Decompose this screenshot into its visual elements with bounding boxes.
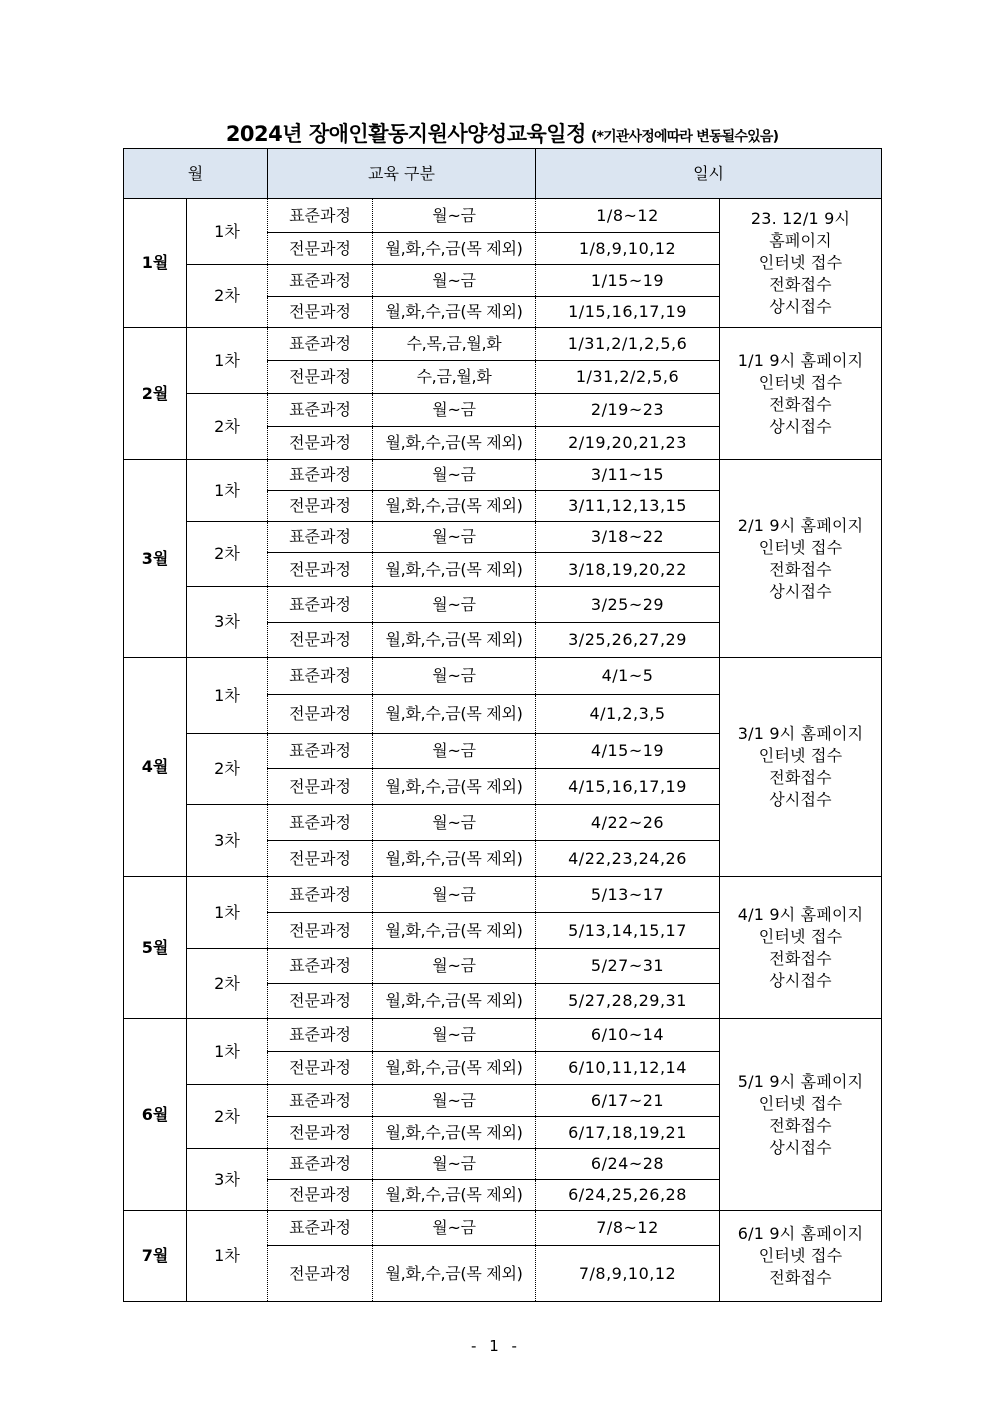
registration-line: 6/1 9시 홈페이지 [737,1224,864,1243]
date-cell: 6/17,18,19,21 [536,1117,720,1149]
registration-cell [720,460,882,658]
round-cell: 1차 [187,877,268,949]
days-cell: 월~금 [373,1211,536,1246]
days-cell: 월,화,수,금(목 제외) [373,1180,536,1211]
days-cell: 월,화,수,금(목 제외) [373,1117,536,1149]
table-row [124,460,882,491]
course-cell: 전문과정 [268,841,373,877]
course-cell: 전문과정 [268,233,373,265]
days-cell: 월~금 [373,1149,536,1180]
date-cell: 6/24~28 [536,1149,720,1180]
course-cell: 전문과정 [268,1180,373,1211]
course-cell: 표준과정 [268,394,373,427]
date-cell: 3/25,26,27,29 [536,623,720,658]
course-cell: 전문과정 [268,427,373,460]
days-cell: 월~금 [373,949,536,984]
days-cell: 월~금 [373,460,536,491]
header-row [124,149,882,199]
date-cell: 4/15,16,17,19 [536,769,720,805]
registration-line: 전화접수 [769,768,832,787]
days-cell: 월,화,수,금(목 제외) [373,297,536,328]
date-cell: 1/31,2/1,2,5,6 [536,328,720,361]
days-cell: 월~금 [373,877,536,913]
registration-line: 1/1 9시 홈페이지 [737,350,864,370]
registration-line: 상시접수 [769,581,832,601]
registration-cell [720,877,882,1019]
schedule-table [123,148,882,1302]
course-cell: 전문과정 [268,1246,373,1302]
registration-line: 2/1 9시 홈페이지 [737,515,864,535]
date-cell: 1/8,9,10,12 [536,233,720,265]
date-cell: 1/15,16,17,19 [536,297,720,328]
round-cell: 2차 [187,265,268,328]
date-cell: 5/13~17 [536,877,720,913]
month-cell: 6월 [124,1019,187,1211]
registration-line: 5/1 9시 홈페이지 [737,1071,864,1091]
header-category: 교육 구분 [268,149,536,199]
date-cell: 3/25~29 [536,587,720,623]
round-cell: 1차 [187,199,268,265]
round-cell: 2차 [187,522,268,587]
registration-line: 전화접수 [769,1115,832,1135]
days-cell: 월,화,수,금(목 제외) [373,769,536,805]
date-cell: 3/18~22 [536,522,720,553]
course-cell: 전문과정 [268,297,373,328]
date-cell: 3/11,12,13,15 [536,491,720,522]
days-cell: 월,화,수,금(목 제외) [373,623,536,658]
month-cell: 4월 [124,658,187,877]
course-cell: 표준과정 [268,265,373,297]
date-cell: 4/1~5 [536,658,720,695]
days-cell: 월,화,수,금(목 제외) [373,1246,536,1302]
registration-line: 인터넷 접수 [758,372,843,392]
header-schedule: 일시 [536,149,882,199]
month-cell: 2월 [124,328,187,460]
registration-line: 전화접수 [769,394,832,414]
registration-line: 상시접수 [769,790,832,809]
date-cell: 7/8~12 [536,1211,720,1246]
date-cell: 5/27,28,29,31 [536,984,720,1019]
date-cell: 4/15~19 [536,734,720,769]
course-cell: 전문과정 [268,1052,373,1085]
registration-line: 인터넷 접수 [758,537,843,557]
course-cell: 전문과정 [268,491,373,522]
date-cell: 1/31,2/2,5,6 [536,361,720,394]
registration-line: 인터넷 접수 [758,1246,843,1265]
course-cell: 전문과정 [268,1117,373,1149]
course-cell: 표준과정 [268,522,373,553]
days-cell: 월,화,수,금(목 제외) [373,1052,536,1085]
date-cell: 5/27~31 [536,949,720,984]
course-cell: 표준과정 [268,199,373,233]
course-cell: 표준과정 [268,587,373,623]
title-note: (*기관사정에따라 변동될수있음) [590,129,779,145]
registration-line: 3/1 9시 홈페이지 [737,724,864,743]
round-cell: 1차 [187,1019,268,1085]
days-cell: 월~금 [373,394,536,427]
registration-line: 홈페이지 [769,231,832,250]
registration-line: 4/1 9시 홈페이지 [737,904,864,924]
date-cell: 1/15~19 [536,265,720,297]
registration-line: 상시접수 [769,297,832,316]
table-row [124,877,882,913]
date-cell: 2/19,20,21,23 [536,427,720,460]
course-cell: 전문과정 [268,553,373,587]
table-row [124,328,882,361]
registration-line: 전화접수 [769,275,832,294]
month-cell: 3월 [124,460,187,658]
registration-line: 인터넷 접수 [758,1093,843,1113]
days-cell: 월~금 [373,522,536,553]
course-cell: 표준과정 [268,658,373,695]
registration-line: 상시접수 [769,416,832,436]
date-cell: 3/11~15 [536,460,720,491]
course-cell: 전문과정 [268,984,373,1019]
course-cell: 표준과정 [268,328,373,361]
document-title [123,118,881,148]
registration-line: 전화접수 [769,948,832,968]
date-cell: 6/10~14 [536,1019,720,1052]
date-cell: 4/22,23,24,26 [536,841,720,877]
days-cell: 월,화,수,금(목 제외) [373,841,536,877]
round-cell: 1차 [187,1211,268,1302]
registration-cell [720,328,882,460]
days-cell: 월,화,수,금(목 제외) [373,553,536,587]
header-month: 월 [124,149,268,199]
registration-cell [720,199,882,328]
date-cell: 5/13,14,15,17 [536,913,720,949]
days-cell: 월~금 [373,734,536,769]
registration-line: 상시접수 [769,1137,832,1157]
registration-line: 인터넷 접수 [758,926,843,946]
days-cell: 수,금,월,화 [373,361,536,394]
registration-cell [720,1019,882,1211]
course-cell: 전문과정 [268,361,373,394]
table-row [124,1019,882,1052]
round-cell: 3차 [187,587,268,658]
days-cell: 월~금 [373,1085,536,1117]
registration-line: 23. 12/1 9시 [750,209,851,228]
round-cell: 2차 [187,949,268,1019]
days-cell: 월~금 [373,265,536,297]
days-cell: 월,화,수,금(목 제외) [373,491,536,522]
date-cell: 1/8~12 [536,199,720,233]
course-cell: 표준과정 [268,1019,373,1052]
days-cell: 월~금 [373,587,536,623]
table-row [124,1211,882,1246]
round-cell: 3차 [187,805,268,877]
course-cell: 표준과정 [268,734,373,769]
date-cell: 4/1,2,3,5 [536,695,720,734]
registration-line: 전화접수 [769,1268,832,1287]
days-cell: 월~금 [373,199,536,233]
table-row [124,658,882,695]
round-cell: 2차 [187,394,268,460]
month-cell: 5월 [124,877,187,1019]
round-cell: 1차 [187,460,268,522]
date-cell: 6/10,11,12,14 [536,1052,720,1085]
course-cell: 전문과정 [268,623,373,658]
page-number: - 1 - [471,1337,521,1355]
days-cell: 월,화,수,금(목 제외) [373,233,536,265]
course-cell: 전문과정 [268,695,373,734]
round-cell: 1차 [187,658,268,734]
month-cell: 7월 [124,1211,187,1302]
schedule-body [124,199,882,1302]
round-cell: 2차 [187,1085,268,1149]
days-cell: 월,화,수,금(목 제외) [373,984,536,1019]
days-cell: 월,화,수,금(목 제외) [373,695,536,734]
course-cell: 표준과정 [268,949,373,984]
days-cell: 월~금 [373,658,536,695]
course-cell: 전문과정 [268,769,373,805]
registration-line: 상시접수 [769,970,832,990]
registration-line: 인터넷 접수 [758,253,843,272]
course-cell: 표준과정 [268,460,373,491]
round-cell: 1차 [187,328,268,394]
days-cell: 월,화,수,금(목 제외) [373,913,536,949]
date-cell: 6/24,25,26,28 [536,1180,720,1211]
date-cell: 6/17~21 [536,1085,720,1117]
days-cell: 월~금 [373,1019,536,1052]
month-cell: 1월 [124,199,187,328]
registration-cell [720,1211,882,1302]
round-cell: 3차 [187,1149,268,1211]
date-cell: 3/18,19,20,22 [536,553,720,587]
days-cell: 수,목,금,월,화 [373,328,536,361]
course-cell: 표준과정 [268,805,373,841]
course-cell: 표준과정 [268,877,373,913]
days-cell: 월~금 [373,805,536,841]
table-row [124,199,882,233]
registration-cell [720,658,882,877]
course-cell: 전문과정 [268,913,373,949]
course-cell: 표준과정 [268,1085,373,1117]
days-cell: 월,화,수,금(목 제외) [373,427,536,460]
registration-line: 인터넷 접수 [758,746,843,765]
date-cell: 4/22~26 [536,805,720,841]
title-main: 2024년 장애인활동지원사양성교육일정 [225,122,586,146]
date-cell: 7/8,9,10,12 [536,1246,720,1302]
round-cell: 2차 [187,734,268,805]
date-cell: 2/19~23 [536,394,720,427]
registration-line: 전화접수 [769,559,832,579]
course-cell: 표준과정 [268,1211,373,1246]
course-cell: 표준과정 [268,1149,373,1180]
